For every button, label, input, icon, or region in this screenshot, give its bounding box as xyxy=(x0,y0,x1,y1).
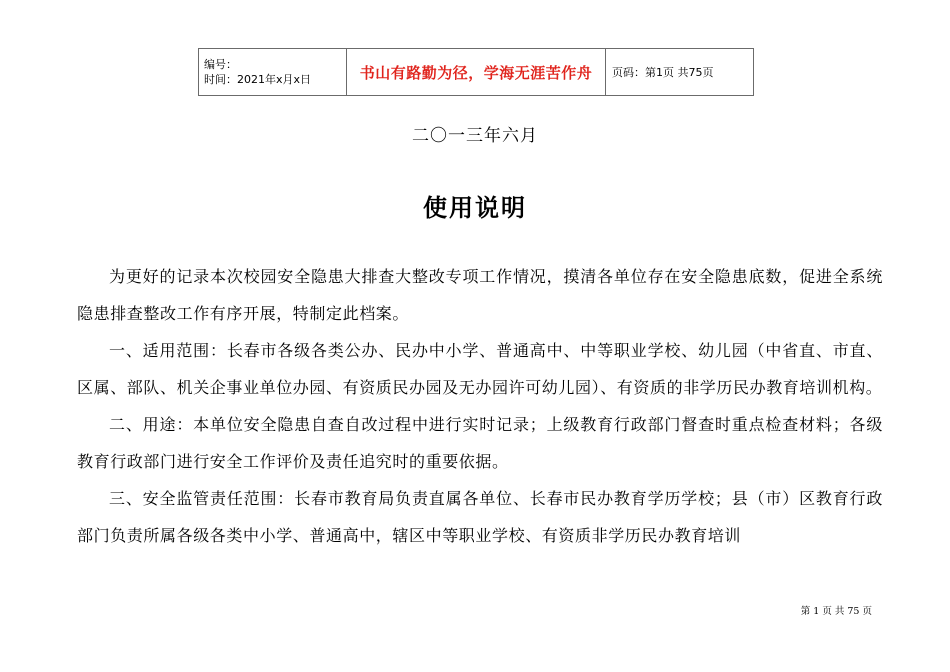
header-table xyxy=(198,48,754,96)
document-title: 使用说明 xyxy=(423,194,527,222)
document-time-label: 时间：2021年x月x日 xyxy=(204,73,312,86)
header-meta-cell xyxy=(199,49,347,96)
page-footer: 第 1 页 共 75 页 xyxy=(800,606,872,617)
header-page-label: 页码：第1页 共75页 xyxy=(606,49,754,96)
paragraph-scope: 一、适用范围：长春市各级各类公办、民办中小学、普通高中、中等职业学校、幼儿园（中省直、市直、区属、部队、机关企事业单位办园、有资质民办园及无办园许可幼儿园）、有资质的非学历民办教育培训机构。 xyxy=(77,341,883,397)
document-date: 二〇一三年六月 xyxy=(412,126,538,146)
paragraph-intro: 为更好的记录本次校园安全隐患大排查大整改专项工作情况，摸清各单位存在安全隐患底数，促进全系统隐患排查整改工作有序开展，特制定此档案。 xyxy=(77,267,883,323)
paragraph-responsibility: 三、安全监管责任范围：长春市教育局负责直属各单位、长春市民办教育学历学校；县（市）区教育行政部门负责所属各级各类中小学、普通高中，辖区中等职业学校、有资质非学历民办教育培训 xyxy=(77,489,883,545)
document-number-label: 编号： xyxy=(204,58,237,71)
header-motto: 书山有路勤为径，学海无涯苦作舟 xyxy=(347,49,606,96)
document-body xyxy=(77,258,883,554)
paragraph-usage: 二、用途：本单位安全隐患自查自改过程中进行实时记录；上级教育行政部门督查时重点检查材料；各级教育行政部门进行安全工作评价及责任追究时的重要依据。 xyxy=(77,415,883,471)
